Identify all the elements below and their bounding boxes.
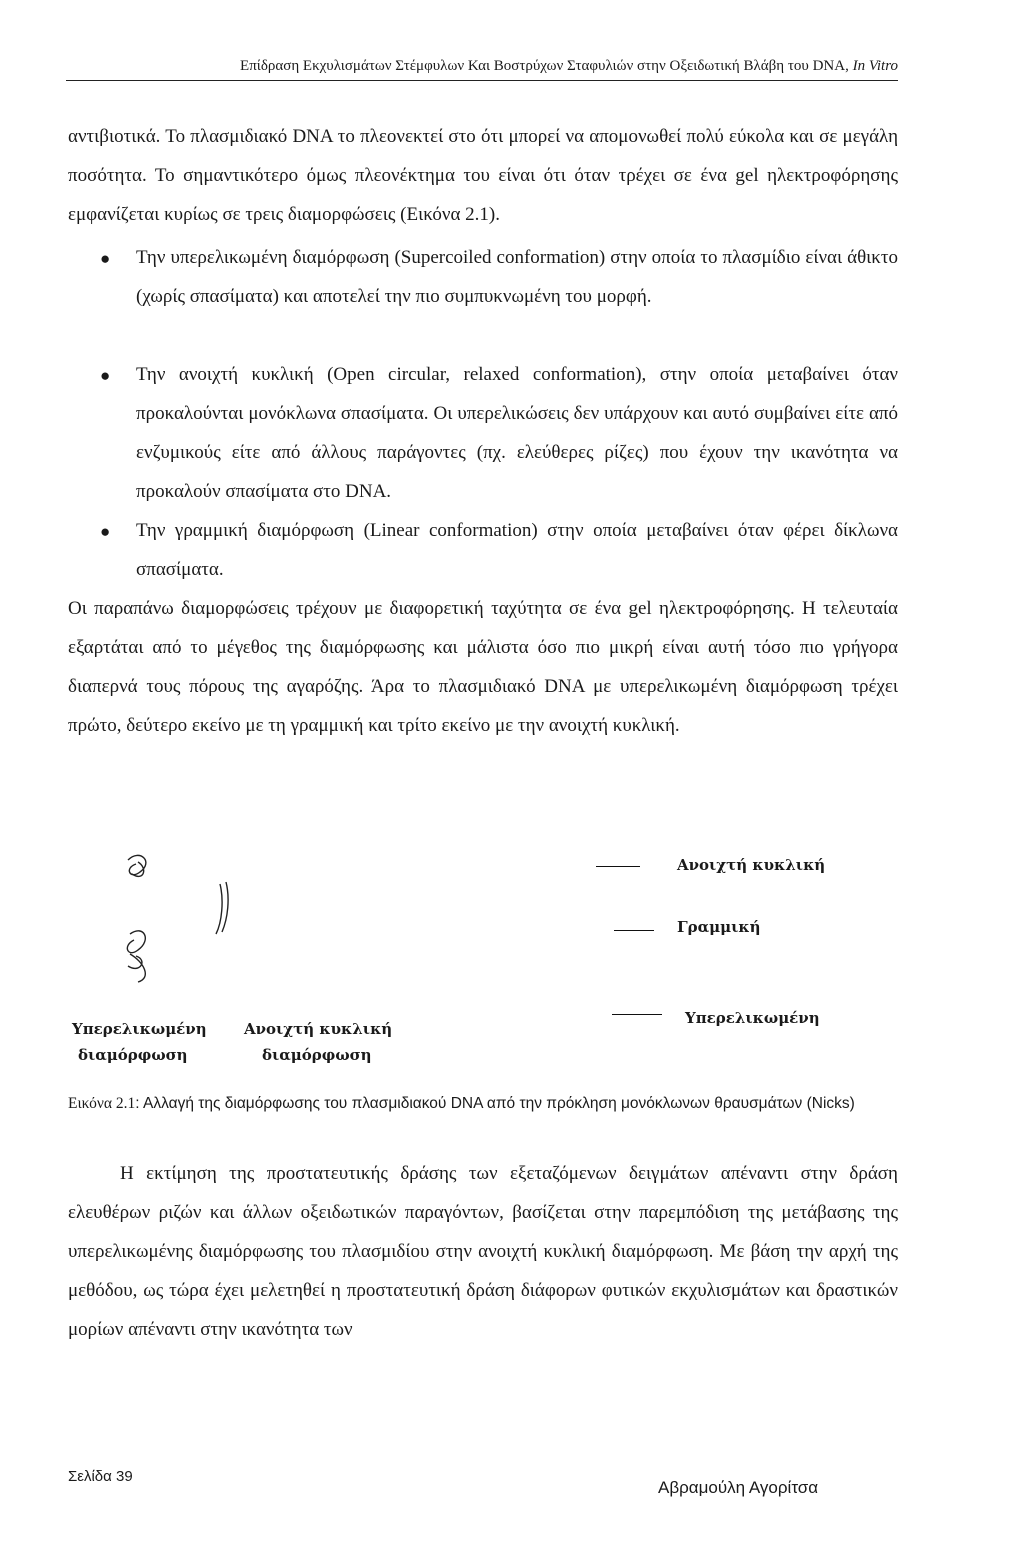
paragraph-migration: Οι παραπάνω διαμορφώσεις τρέχουν με διαφορετική ταχύτητα σε ένα gel ηλεκτροφόρησης. Η τελευταία εξαρτάται από το μέγεθος της διαμόρφωσης και μάλιστα όσο πιο μικρή είναι αυτή τόσο πιο γρήγορα διαπερνά τους πόρους της αγαρόζης. Άρα το πλασμιδιακό DNA με υπερελικωμένη διαμόρφωση τρέχει πρώτο, δεύτερο εκείνο με τη γραμμική και τρίτο εκείνο με την ανοιχτή κυκλική. xyxy=(68,598,898,736)
label-open-circular-line2: διαμόρφωση xyxy=(262,1046,372,1064)
running-header xyxy=(66,58,898,81)
figure-caption xyxy=(68,1095,855,1113)
plasmid-drawing xyxy=(108,842,268,1002)
paragraph-method: Η εκτίμηση της προστατευτικής δράσης των εξεταζόμενων δειγμάτων απέναντι στην δράση ελευθέρων ριζών και άλλων οξειδωτικών παραγόντων, βασίζεται στην παρεμπόδιση της μετάβασης της υπερελικωμένης διαμόρφωσης του πλασμιδίου στην ανοιχτή κυκλική διαμόρφωση. Με βάση την αρχή της μεθόδου, ως τώρα έχει μελετηθεί η προστατευτική δράση διάφορων φυτικών εκχυλισμάτων και δραστικών μορίων απέναντι στην ικανότητα των xyxy=(68,1163,898,1340)
supercoiled-plasmid-icon xyxy=(128,855,146,876)
gel-band-linear xyxy=(614,930,654,931)
bullet-linear: Την γραμμική διαμόρφωση (Linear conformation) στην οποία μεταβαίνει όταν φέρει δίκλωνα σπασίματα. xyxy=(136,520,898,580)
label-supercoiled-line1: Υπερελικωμένη xyxy=(72,1020,207,1038)
gel-band-open-circular xyxy=(596,866,640,867)
author-name: Αβραμούλη Αγορίτσα xyxy=(658,1478,819,1497)
label-open-circular-line1: Ανοιχτή κυκλική xyxy=(244,1020,393,1038)
header-title-italic: In Vitro xyxy=(852,58,898,74)
caption-text: : Αλλαγή της διαμόρφωσης του πλασμιδιακού DNA από την πρόκληση μονόκλωνων θραυσμάτων (Nicks) xyxy=(135,1095,855,1112)
band-label-supercoiled: Υπερελικωμένη xyxy=(685,1009,820,1027)
band-label-linear: Γραμμική xyxy=(677,918,761,936)
open-circular-plasmid-icon xyxy=(216,882,228,934)
bullet-marker: ● xyxy=(100,366,111,385)
bullet-open-circular: Την ανοιχτή κυκλική (Open circular, relaxed conformation), στην οποία μεταβαίνει όταν προκαλούνται μονόκλωνα σπασίματα. Οι υπερελικώσεις δεν υπάρχουν και αυτό συμβαίνει είτε από ενζυμικούς είτε από άλλους παράγοντες (πχ. ελεύθερες ρίζες) που έχουν την ικανότητα να προκαλούν σπασίματα στο DNA. xyxy=(136,364,898,502)
caption-prefix: Εικόνα 2.1 xyxy=(68,1095,136,1112)
gel-band-supercoiled xyxy=(612,1014,662,1015)
bullet-marker: ● xyxy=(100,522,111,541)
bullet-supercoiled: Την υπερελικωμένη διαμόρφωση (Supercoiled conformation) στην οποία το πλασμίδιο είναι άθικτο (χωρίς σπασίματα) και αποτελεί την πιο συμπυκνωμένη του μορφή. xyxy=(136,247,898,307)
label-supercoiled-line2: διαμόρφωση xyxy=(78,1046,188,1064)
bullet-marker: ● xyxy=(100,249,111,268)
header-title: Επίδραση Εκχυλισμάτων Στέμφυλων Και Βοστρύχων Σταφυλιών στην Οξειδωτική Βλάβη του DNA, xyxy=(240,58,853,74)
page-number: Σελίδα 39 xyxy=(68,1468,133,1485)
band-label-open-circular: Ανοιχτή κυκλική xyxy=(677,856,826,874)
supercoiled-plasmid-icon xyxy=(127,931,145,982)
paragraph-intro: αντιβιοτικά. Το πλασμιδιακό DNA το πλεονεκτεί στο ότι μπορεί να απομονωθεί πολύ εύκολα και σε μεγάλη ποσότητα. Το σημαντικότερο όμως πλεονέκτημα του είναι ότι όταν τρέχει σε ένα gel ηλεκτροφόρησης εμφανίζεται κυρίως σε τρεις διαμορφώσεις (Εικόνα 2.1). xyxy=(68,126,898,225)
